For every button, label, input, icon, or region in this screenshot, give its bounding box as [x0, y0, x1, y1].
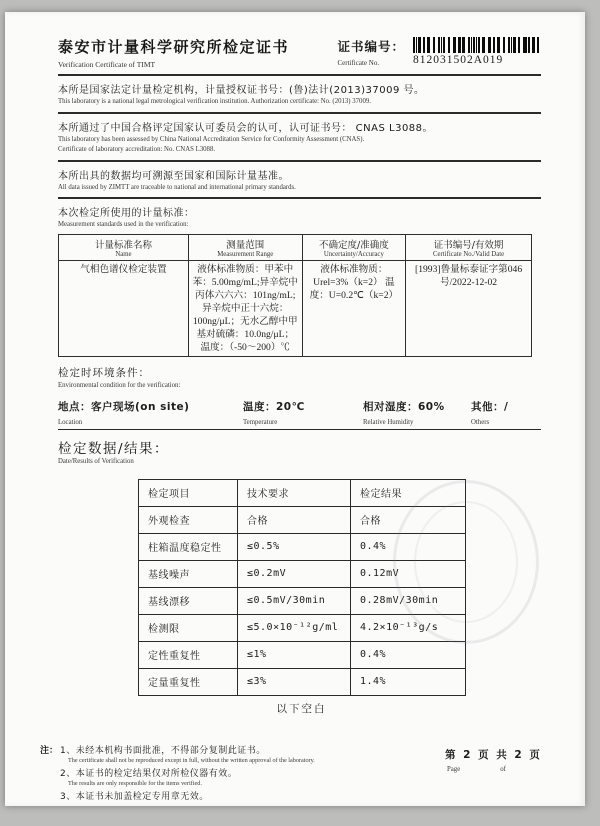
humidity-value: 60%: [418, 400, 445, 413]
item-cell: 定量重复性: [139, 668, 238, 695]
statement-cnas: [58, 119, 541, 155]
item-cell: 基线噪声: [139, 560, 238, 587]
divider: [58, 160, 541, 162]
location-label: 地点：: [58, 400, 91, 413]
notes-label: 注：: [40, 746, 59, 756]
result-cell: 4.2×10⁻¹³g/s: [351, 614, 466, 641]
barcode-block: [413, 37, 541, 66]
humidity-label: 相对湿度：: [363, 400, 418, 413]
table-row: [139, 614, 466, 641]
results-table: [138, 479, 466, 696]
results-col-result: 检定结果: [351, 479, 466, 506]
item-cell: 柱箱温度稳定性: [139, 533, 238, 560]
certificate-number-value: 812031502A019: [413, 54, 504, 66]
note-1-cn: 1、未经本机构书面批准，不得部分复制此证书。: [60, 746, 266, 756]
environment-location: [58, 399, 243, 426]
certificate-title: 泰安市计量科学研究所检定证书: [58, 38, 290, 56]
item-cell: 外观检查: [139, 506, 238, 533]
note-2-cn: 2、本证书的检定结果仅对所检仪器有效。: [60, 769, 238, 779]
notes-list: [60, 743, 315, 802]
standards-data-row: [59, 260, 532, 356]
statement-standards-used-cn: 本次检定所使用的计量标准：: [58, 208, 195, 219]
standard-uncertainty-cell: 液体标准物质：Urel=3%（k=2） 温度：U=0.2℃（k=2）: [302, 260, 406, 356]
statement-authorization-cn: 本所是国家法定计量检定机构，计量授权证书号：(鲁)法计(2013)37009 号。: [58, 85, 425, 96]
measurement-standards-table: [58, 234, 532, 357]
results-header-row: [139, 479, 466, 506]
statement-traceability: [58, 167, 541, 193]
title-block: [58, 36, 289, 69]
location-label-en: Location: [58, 418, 83, 426]
standard-range-cell: 液体标准物质：甲苯中苯：5.00mg/mL;异辛烷中丙体六六六：101ng/mL;异辛烷中正十六烷：100ng/μL；无水乙醇中甲基对硫磷：10.0ng/μL；温度：（-50～200）℃: [188, 260, 302, 356]
divider: [58, 112, 541, 114]
humidity-label-en: Relative Humidity: [363, 418, 414, 426]
requirement-cell: ≤0.5mV/30min: [238, 587, 351, 614]
standards-col-name-cn: 计量标准名称: [94, 239, 152, 251]
standards-col-uncertainty-cn: 不确定度/准确度: [319, 239, 389, 251]
item-cell: 检测限: [139, 614, 238, 641]
others-value: /: [504, 400, 509, 413]
results-col-requirement: 技术要求: [238, 479, 351, 506]
results-heading-en: Date/Results of Verification: [58, 457, 134, 465]
page-footer: [40, 743, 555, 802]
page-number-en: [445, 766, 555, 773]
temperature-label-en: Temperature: [243, 418, 278, 426]
note-2-en: The results are only responsible for the items verified.: [68, 780, 202, 787]
of-label-en: of: [500, 766, 506, 773]
requirement-cell: ≤5.0×10⁻¹²g/ml: [238, 614, 351, 641]
standard-certificate-cell: [1993]鲁量标泰证字第046号/2022-12-02: [406, 260, 532, 356]
certificate-number-block: [337, 37, 541, 67]
standards-col-uncertainty: [302, 234, 406, 260]
environment-heading-cn: 检定时环境条件：: [58, 366, 150, 379]
table-row: [139, 668, 466, 695]
location-value: 客户现场(on site): [91, 400, 190, 413]
standards-col-uncertainty-en: Uncertainty/Accuracy: [323, 250, 384, 258]
environment-humidity: [363, 399, 471, 426]
table-row: [139, 587, 466, 614]
item-cell: 基线漂移: [139, 587, 238, 614]
others-label: 其他：: [471, 400, 504, 413]
table-row: [139, 506, 466, 533]
requirement-cell: ≤0.5%: [238, 533, 351, 560]
result-cell: 0.12mV: [351, 560, 466, 587]
results-heading: [58, 437, 541, 465]
statement-cnas-cn: 本所通过了中国合格评定国家认可委员会的认可，认可证书号： CNAS L3088。: [58, 122, 434, 134]
certificate-number-label-en: Certificate No.: [337, 59, 380, 67]
result-cell: 0.4%: [351, 533, 466, 560]
result-cell: 1.4%: [351, 668, 466, 695]
statement-standards-used: [58, 204, 541, 230]
statement-authorization: [58, 81, 541, 107]
standards-col-range: [188, 234, 302, 260]
statement-cnas-en: This laboratory has been assessed by China National Accreditation Service for Conformity Assessment (CNAS).: [58, 135, 365, 143]
statement-traceability-en: All data issued by ZIMTT are traceable to national and international primary standards.: [58, 183, 296, 191]
standard-name-cell: 气相色谱仪检定装置: [59, 260, 189, 356]
temperature-value: 20℃: [276, 400, 305, 413]
standards-col-certificate-cn: 证书编号/有效期: [433, 239, 504, 251]
result-cell: 0.4%: [351, 641, 466, 668]
blank-below-note: 以下空白: [276, 702, 327, 715]
page-label-en: Page: [447, 766, 461, 773]
environment-fields-row: [58, 399, 541, 430]
standards-col-certificate-en: Certificate No./Valid Date: [432, 250, 505, 258]
certificate-number-label: 证书编号：: [337, 39, 405, 54]
table-row: [139, 533, 466, 560]
results-table-wrap: [138, 479, 465, 716]
divider: [58, 197, 541, 199]
certificate-header: [58, 36, 541, 69]
temperature-label: 温度：: [243, 400, 276, 413]
page-number: 第 2 页 共 2 页: [445, 749, 542, 761]
others-label-en: Others: [471, 418, 490, 426]
table-row: [139, 560, 466, 587]
notes-block: [40, 743, 315, 802]
result-cell: 0.28mV/30min: [351, 587, 466, 614]
requirement-cell: 合格: [238, 506, 351, 533]
results-col-item: 检定项目: [139, 479, 238, 506]
standards-col-range-en: Measurement Range: [217, 250, 274, 258]
standards-col-certificate: [406, 234, 532, 260]
statement-traceability-cn: 本所出具的数据均可溯源至国家和国际计量基准。: [58, 170, 289, 182]
scanned-certificate-page: [5, 12, 585, 806]
statement-standards-used-en: Measurement standards used in the verification:: [58, 221, 189, 228]
note-3-cn: 3、本证书未加盖检定专用章无效。: [60, 792, 209, 802]
note-1-en: The certificate shall not be reproduced except in full, without the written approval of the laboratory.: [68, 757, 315, 764]
statement-authorization-en: This laboratory is a national legal metrological verification institution. Authorization certificate: No. (2013) 37009.: [58, 98, 371, 105]
table-row: [139, 641, 466, 668]
result-cell: 合格: [351, 506, 466, 533]
environment-temperature: [243, 399, 363, 426]
environment-heading-en: Environmental condition for the verification:: [58, 381, 181, 389]
barcode-image: [413, 37, 539, 53]
requirement-cell: ≤1%: [238, 641, 351, 668]
environment-heading: [58, 365, 541, 389]
standards-col-name: [59, 234, 189, 260]
certificate-number-labels: [337, 37, 405, 67]
certificate-title-en: Verification Certificate of TIMT: [58, 60, 156, 69]
standards-col-name-en: Name: [115, 250, 132, 258]
item-cell: 定性重复性: [139, 641, 238, 668]
requirement-cell: ≤3%: [238, 668, 351, 695]
statement-cnas-en2: Certificate of laboratory accreditation: No. CNAS L3088.: [58, 146, 216, 153]
environment-others: [471, 399, 541, 426]
pagination-block: [445, 747, 555, 802]
results-heading-cn: 检定数据/结果：: [58, 440, 170, 457]
standards-col-range-cn: 测量范围: [226, 239, 265, 251]
divider: [58, 74, 541, 76]
standards-header-row: [59, 234, 532, 260]
requirement-cell: ≤0.2mV: [238, 560, 351, 587]
page-content: [5, 12, 585, 716]
